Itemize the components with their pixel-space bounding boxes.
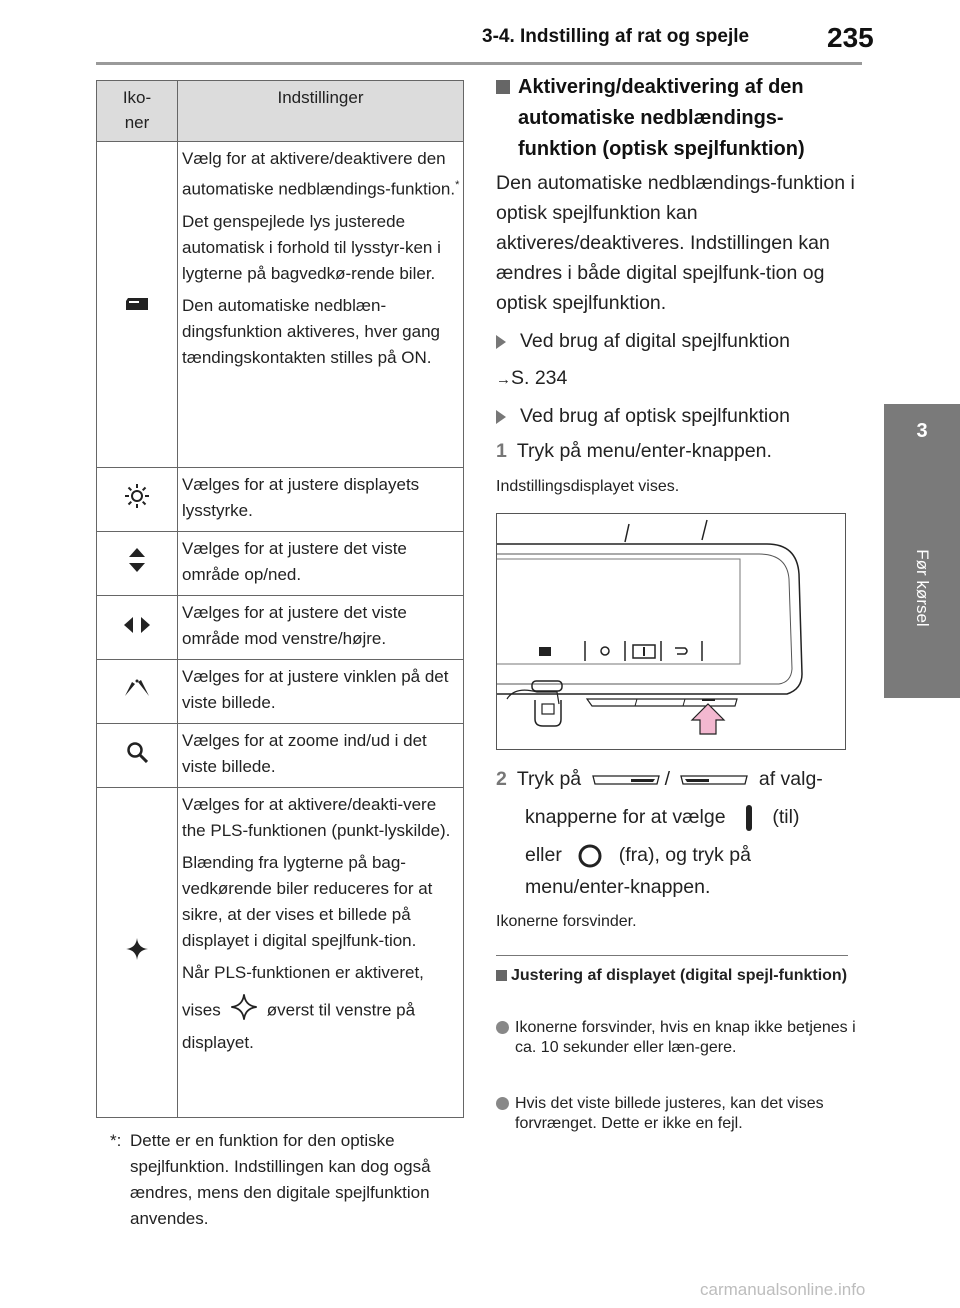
pls-sparkle-outline-icon bbox=[229, 992, 259, 1022]
left-button-icon bbox=[591, 773, 661, 787]
setting-text: vises bbox=[182, 1000, 221, 1020]
heading-square-icon bbox=[496, 80, 510, 94]
step-text: (til) bbox=[772, 806, 800, 828]
setting-text: Vælges for at justere displayets lysstyrke. bbox=[182, 475, 420, 520]
step-2 bbox=[496, 762, 856, 796]
intro-paragraph: Den automatiske nedblændings-funktion i optisk spejlfunktion kan aktiveres/deaktiveres. Indstillingen kan ændres i både digital spejlfunk-tion og optisk spejlfunktion. bbox=[496, 172, 855, 314]
setting-text: Vælges for at aktivere/deakti-vere the PLS-funktionen (punkt-lyskilde). bbox=[182, 795, 451, 840]
settings-cell bbox=[178, 724, 464, 788]
table-row bbox=[97, 724, 464, 788]
table-header-settings: Indstillinger bbox=[178, 81, 464, 142]
step-text: Tryk på menu/enter-knappen. bbox=[516, 440, 772, 462]
section-title: 3-4. Indstilling af rat og spejle bbox=[482, 26, 750, 47]
settings-cell bbox=[178, 660, 464, 724]
step-text: knapperne for at vælge bbox=[525, 806, 726, 828]
footnote-mark: * bbox=[455, 179, 460, 191]
arrow-right-icon: → bbox=[496, 371, 511, 388]
note-bullet bbox=[496, 1094, 856, 1134]
table-row bbox=[97, 660, 464, 724]
heading-text: Justering af displayet (digital spejl-funktion) bbox=[511, 967, 848, 984]
setting-text: Vælges for at zoome ind/ud i det viste billede. bbox=[182, 731, 427, 776]
page-number: 235 bbox=[827, 22, 874, 53]
settings-cell bbox=[178, 788, 464, 1118]
table-header-row bbox=[97, 81, 464, 142]
setting-text: Når PLS-funktionen er aktiveret, bbox=[182, 963, 424, 982]
mirror-rectangle-icon bbox=[126, 298, 148, 310]
table-row bbox=[97, 596, 464, 660]
setting-text: Det genspejlede lys justerede automatisk i forhold til lysstyr-ken i lygterne på bagvedkø-rende biler. bbox=[182, 211, 441, 283]
setting-text: Den automatiske nedblæn-dingsfunktion aktiveres, hver gang tændingskontakten stilles på ON. bbox=[182, 295, 440, 367]
heading-text: Aktivering/deaktivering af den automatiske nedblændings-funktion (optisk spejlfunktion) bbox=[518, 76, 805, 160]
icon-cell bbox=[97, 788, 178, 1118]
page-reference bbox=[496, 363, 856, 395]
note-text: Ikonerne forsvinder, hvis en knap ikke betjenes i ca. 10 sekunder eller læn-gere. bbox=[515, 1019, 856, 1056]
heading-display-adjust bbox=[496, 966, 856, 986]
settings-cell bbox=[178, 142, 464, 468]
bullet-dot-icon bbox=[496, 1097, 509, 1110]
icon-settings-table bbox=[96, 80, 464, 1118]
step-text: af valg- bbox=[758, 768, 823, 790]
right-button-icon bbox=[679, 773, 749, 787]
watermark: carmanualsonline.info bbox=[700, 1280, 866, 1299]
table-header-icons: Iko- ner bbox=[97, 81, 178, 142]
step-2-line-2 bbox=[496, 802, 885, 832]
step-text: Tryk på bbox=[516, 768, 582, 790]
heading-square-icon bbox=[496, 970, 507, 981]
step-text: (fra), og tryk på bbox=[618, 844, 751, 866]
note-bullet bbox=[496, 1018, 856, 1058]
icon-cell bbox=[97, 532, 178, 596]
pls-sparkle-icon bbox=[124, 936, 150, 962]
icon-cell bbox=[97, 724, 178, 788]
brightness-icon bbox=[125, 484, 149, 508]
section-divider bbox=[496, 955, 848, 956]
zoom-icon bbox=[126, 741, 148, 763]
off-circle-icon bbox=[577, 843, 603, 869]
setting-text: Blænding fra lygterne på bag-vedkørende biler reduceres for at sikre, at der vises et billede på displayet i digital spejlfunk-tion. bbox=[182, 853, 433, 950]
mirror-drawing bbox=[497, 514, 845, 749]
step-1-note: Indstillingsdisplayet vises. bbox=[496, 478, 680, 495]
step-1 bbox=[496, 436, 856, 466]
step-number: 1 bbox=[496, 440, 507, 462]
bullet-optical bbox=[496, 401, 856, 431]
step-2-line-4: menu/enter-knappen. bbox=[525, 876, 711, 898]
heading-auto-dimming bbox=[496, 72, 856, 165]
reference-text: S. 234 bbox=[511, 367, 568, 389]
step-text: eller bbox=[525, 844, 562, 866]
chapter-number: 3 bbox=[916, 420, 928, 442]
footnote-mark: *: bbox=[110, 1131, 122, 1150]
settings-cell bbox=[178, 596, 464, 660]
footnote bbox=[110, 1128, 455, 1232]
step-2-line-3 bbox=[496, 840, 885, 870]
triangle-bullet-icon bbox=[496, 410, 506, 424]
note-text: Hvis det viste billede justeres, kan det vises forvrænget. Dette er ikke en fejl. bbox=[515, 1095, 824, 1132]
setting-text: Vælg for at aktivere/deaktivere den automatiske nedblændings-funktion. bbox=[182, 149, 456, 199]
table-row bbox=[97, 468, 464, 532]
bullet-digital bbox=[496, 326, 856, 356]
left-right-arrows-icon bbox=[124, 617, 150, 633]
footnote-text: Dette er en funktion for den optiske spejlfunktion. Indstillingen kan dog også ændres, mens den digitale spejlfunktion anvendes. bbox=[130, 1131, 431, 1228]
setting-text: Vælges for at justere vinklen på det viste billede. bbox=[182, 667, 449, 712]
bullet-text: Ved brug af optisk spejlfunktion bbox=[520, 405, 790, 427]
step-2-note: Ikonerne forsvinder. bbox=[496, 913, 637, 930]
step-number: 2 bbox=[496, 768, 507, 790]
settings-cell bbox=[178, 532, 464, 596]
chapter-label: Før kørsel bbox=[913, 549, 932, 627]
setting-text: Vælges for at justere det viste område mod venstre/højre. bbox=[182, 603, 407, 648]
header-rule bbox=[96, 62, 862, 65]
chapter-label-box bbox=[884, 498, 960, 678]
bullet-dot-icon bbox=[496, 1021, 509, 1034]
setting-text: Vælges for at justere det viste område op/ned. bbox=[182, 539, 407, 584]
settings-cell bbox=[178, 468, 464, 532]
slash-text: / bbox=[664, 768, 670, 790]
table-row bbox=[97, 532, 464, 596]
triangle-bullet-icon bbox=[496, 335, 506, 349]
bullet-text: Ved brug af digital spejlfunktion bbox=[520, 330, 790, 352]
setting-text: øverst til venstre på displayet. bbox=[182, 1000, 416, 1052]
table-row bbox=[97, 142, 464, 468]
table-row bbox=[97, 788, 464, 1118]
icon-cell bbox=[97, 468, 178, 532]
icon-cell bbox=[97, 596, 178, 660]
icon-cell bbox=[97, 660, 178, 724]
angle-icon bbox=[124, 678, 150, 698]
mirror-illustration bbox=[496, 513, 846, 750]
icon-cell bbox=[97, 142, 178, 468]
up-down-arrows-icon bbox=[129, 548, 145, 572]
on-bar-icon bbox=[745, 805, 753, 831]
